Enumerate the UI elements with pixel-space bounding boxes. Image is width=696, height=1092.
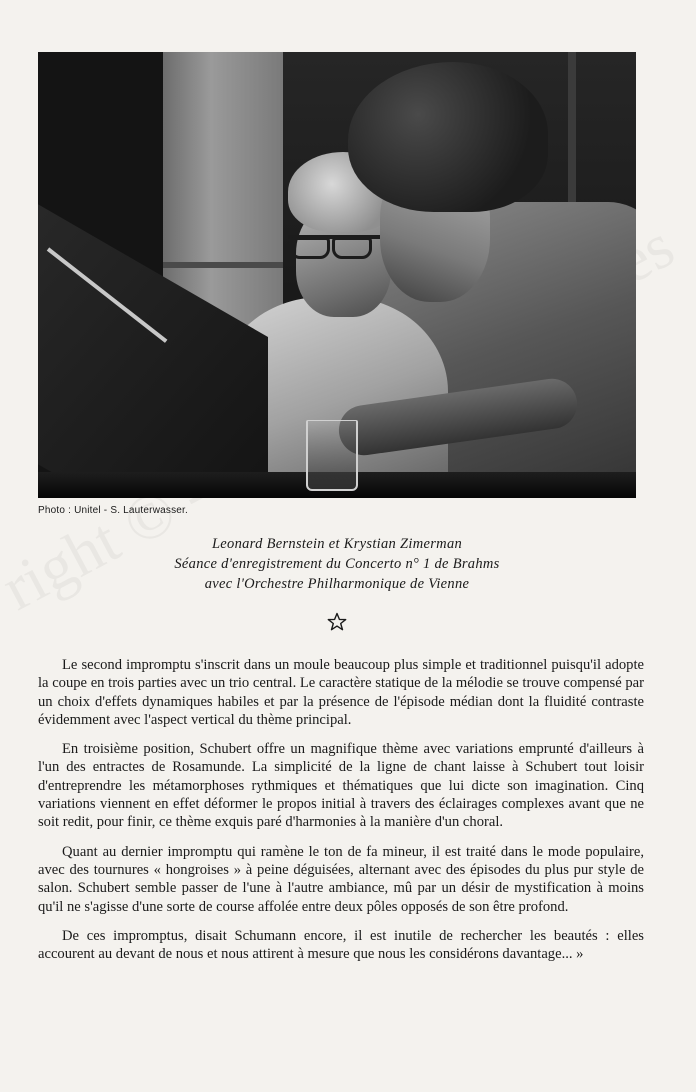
photo-credit: Photo : Unitel - S. Lauterwasser. — [38, 505, 189, 516]
younger-man-hair — [348, 62, 548, 212]
paragraph: En troisième position, Schubert offre un magnifique thème avec variations emprunté d'ailleurs à l'un des entractes de Rosamunde. La simplicité de la ligne de chant laisse à Schubert tout loisir d'entreprendre les métamorphoses rythmiques et thématiques que lui dicte son imagination. Cinq variations viennent en effet déformer le propos initial à travers des éclairages complexes avant que ne soit redit, pour finir, ce thème exquis paré d'harmonies à la manière d'un choral. — [38, 741, 644, 831]
paragraph: Quant au dernier impromptu qui ramène le ton de fa mineur, il est traité dans le mode populaire, avec des tournures « hongroises » à peine déguisées, alternant avec des épisodes du plus pur style de salon. Schubert semble passer de l'une à l'autre ambiance, mû par un désir de mystification à moins qu'il ne s'agisse d'une sorte de course affolée entre deux pôles opposés de son être profond. — [38, 843, 644, 915]
photo-panel-stripe — [163, 262, 283, 268]
caption-line: avec l'Orchestre Philharmonique de Vienne — [204, 576, 470, 592]
drinking-glass — [306, 420, 358, 491]
article-body — [38, 656, 644, 974]
caption-line: Leonard Bernstein et Krystian Zimerman — [211, 536, 463, 552]
photograph — [38, 52, 636, 498]
star-outline-icon — [327, 612, 347, 632]
glasses — [288, 235, 383, 257]
paragraph: Le second impromptu s'inscrit dans un moule beaucoup plus simple et traditionnel puisqu'il adopte la coupe en trois parties avec un trio central. Le caractère statique de la mélodie se trouve compensé par un choix d'effets dynamiques habiles et par la présence de l'épisode médian dont la fluidité contraste évidemment avec l'aspect vertical du thème principal. — [38, 657, 644, 728]
caption-line: Séance d'enregistrement du Concerto n° 1 de Brahms — [174, 556, 500, 572]
paragraph: De ces impromptus, disait Schumann encore, il est inutile de rechercher les beautés : elles accourent au devant de nous et nous attirent à mesure que nous les considérons davantage... » — [38, 927, 644, 963]
photo-caption — [38, 534, 636, 594]
